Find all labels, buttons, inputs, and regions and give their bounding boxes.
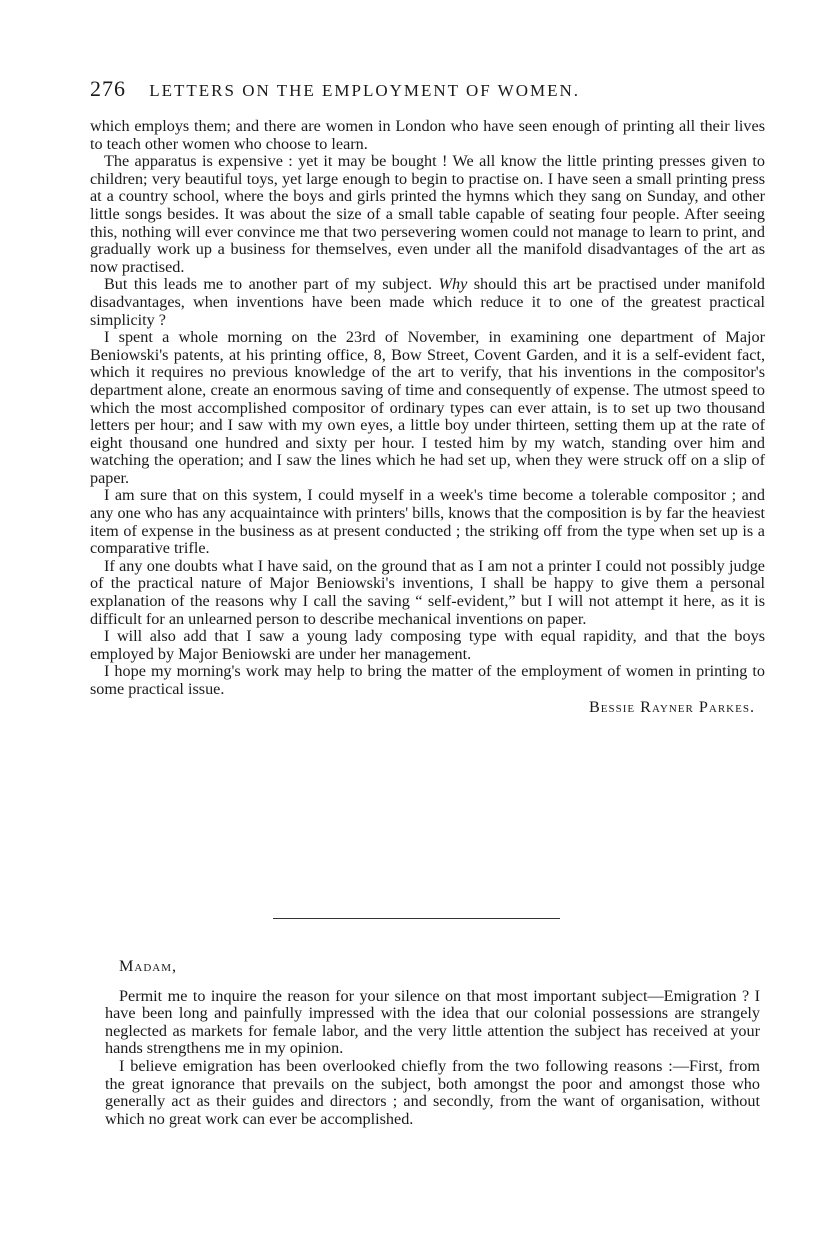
letter-one [90, 118, 765, 716]
paragraph: The apparatus is expensive : yet it may be bought ! We all know the little printing presses given to children; very beautiful toys, yet large enough to begin to practise on. I have seen a small printing press at a country school, where the boys and girls printed the hymns which they sang on Sunday, and other little songs besides. It was about the size of a small table capable of seating four people. After seeing this, nothing will ever convince me that two persevering women could not manage to learn to print, and gradually work up a business for themselves, even under all the manifold disadvantages of the art as now practised. [90, 152, 765, 276]
paragraph: I hope my morning's work may help to bring the matter of the employment of women in printing to some practical issue. [90, 662, 765, 698]
page-number: 276 [90, 76, 126, 101]
letter-two [105, 958, 760, 1128]
paragraph: I spent a whole morning on the 23rd of November, in examining one department of Major Beniowski's patents, at his printing office, 8, Bow Street, Covent Garden, and it is a self-evident fact, which it requires no previous knowledge of the art to verify, that his inventions in the compositor's department alone, create an enormous saving of time and consequently of expense. The utmost speed to which the most accomplished compositor of ordinary types can ever attain, is to set up two thousand letters per hour; and I saw with my own eyes, a little boy under thirteen, setting them up at the rate of eight thousand one hundred and sixty per hour. I tested him by my watch, standing over him and watching the operation; and I saw the lines which he had set up, when they were struck off on a slip of paper. [90, 328, 765, 487]
running-header [90, 76, 770, 102]
paragraph: Permit me to inquire the reason for your silence on that most important subject—Emigration ? I have been long and painfully impressed with the idea that our colonial possessions are strangely neglected as markets for female labor, and the very little attention the subject has received at your hands strengthens me in my opinion. [105, 986, 760, 1058]
paragraph: I believe emigration has been overlooked chiefly from the two following reasons :—First, from the great ignorance that prevails on the subject, both amongst the poor and amongst those who generally act as their guides and directors ; and secondly, from the want of organisation, without which no great work can ever be accomplished. [105, 1056, 760, 1128]
paragraph: I will also add that I saw a young lady composing type with equal rapidity, and that the boys employed by Major Beniowski are under her management. [90, 627, 765, 663]
paragraph-text: should this art be practised under manifold disadvantages, when inventions have been made which reduce it to one of the greatest practical simplicity ? [90, 275, 766, 329]
paragraph: which employs them; and there are women in London who have seen enough of printing all their lives to teach other women who choose to learn. [90, 117, 765, 153]
paragraph [90, 276, 765, 329]
section-divider [273, 918, 560, 919]
emphasis-why: Why [438, 275, 468, 294]
salutation: Madam, [119, 957, 178, 975]
paragraph: If any one doubts what I have said, on the ground that as I am not a printer I could not possibly judge of the practical nature of Major Beniowski's inventions, I shall be happy to give them a personal explanation of the reasons why I call the saving “ self-evident,” but I will not attempt it here, as it is difficult for an unlearned person to describe mechanical inventions on paper. [90, 556, 765, 628]
paragraph-text: But this leads me to another part of my subject. [104, 275, 433, 294]
paragraph: I am sure that on this system, I could myself in a week's time become a tolerable compositor ; and any one who has any acquaintaince with printers' bills, knows that the composition is by far the heaviest item of expense in the business as at present conducted ; the striking off from the type when set up is a comparative trifle. [90, 486, 765, 558]
signature: Bessie Rayner Parkes. [588, 697, 755, 716]
running-title: LETTERS ON THE EMPLOYMENT OF WOMEN. [149, 81, 581, 100]
